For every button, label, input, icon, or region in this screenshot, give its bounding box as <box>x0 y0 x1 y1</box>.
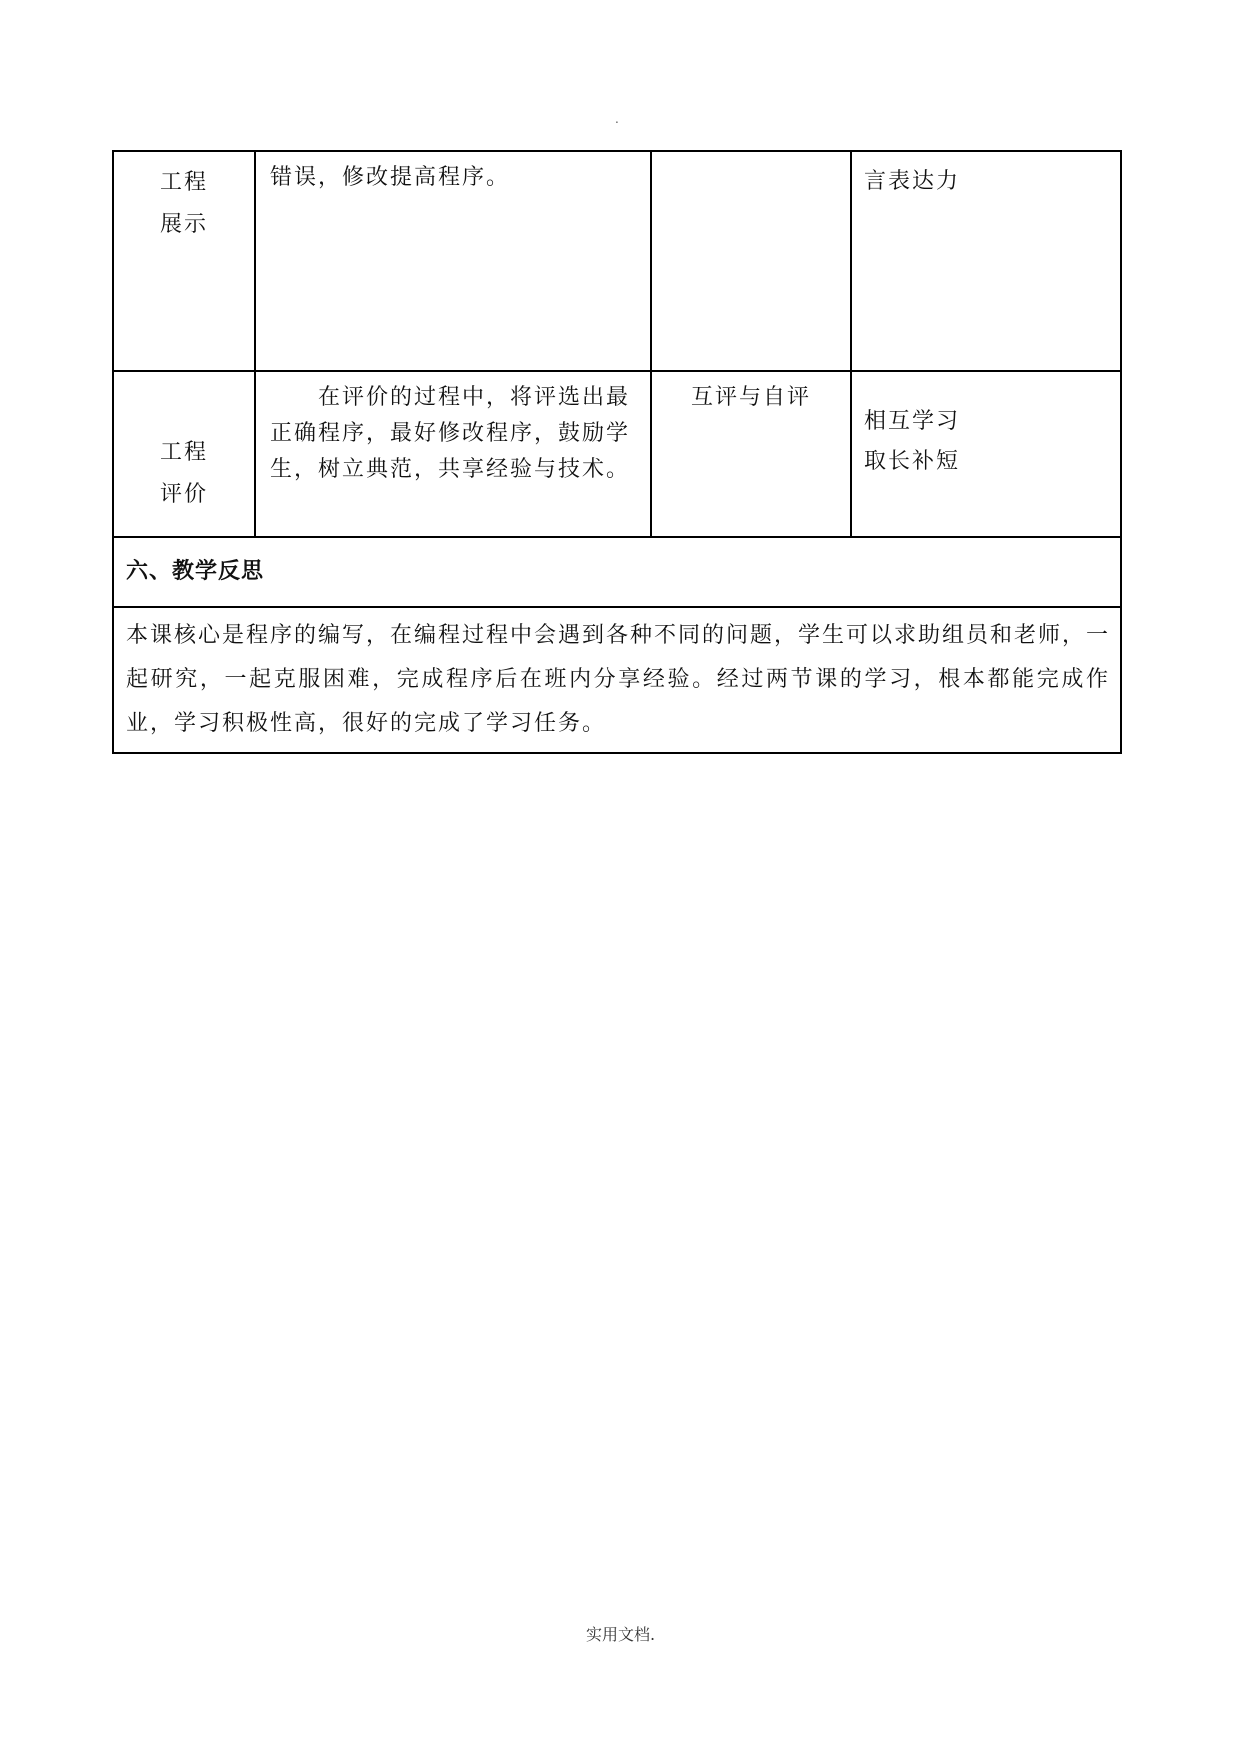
method-cell: 互评与自评 <box>651 371 851 537</box>
stage-cell <box>113 371 255 537</box>
reflection-row <box>113 607 1121 753</box>
section-title: 六、教学反思 <box>113 537 1121 607</box>
table-row-project-show <box>113 151 1121 371</box>
table-row-project-eval <box>113 371 1121 537</box>
section-heading-row <box>113 537 1121 607</box>
stage-label-line: 评价 <box>159 482 208 507</box>
stage-label-line: 工程 <box>159 440 208 465</box>
header-mark: . <box>615 112 619 126</box>
reflection-text: 本课核心是程序的编写，在编程过程中会遇到各种不同的问题，学生可以求助组员和老师，一起研究，一起克服困难，完成程序后在班内分享经验。经过两节课的学习，根本都能完成作业，学习积极性高，很好的完成了学习任务。 <box>113 607 1121 753</box>
goal-cell <box>851 371 1121 537</box>
stage-cell <box>113 151 255 371</box>
activity-content-cell: 在评价的过程中，将评选出最正确程序，最好修改程序，鼓励学生，树立典范，共享经验与技术。 <box>255 371 651 537</box>
goal-line: 取长补短 <box>864 449 961 474</box>
method-cell <box>651 151 851 371</box>
page-footer: 实用文档. <box>585 1625 656 1644</box>
goal-line: 言表达力 <box>864 169 961 194</box>
lesson-plan-table <box>112 150 1122 754</box>
goal-line: 相互学习 <box>864 409 961 434</box>
activity-content-cell: 错误，修改提高程序。 <box>255 151 651 371</box>
stage-label-line: 工程 <box>159 170 208 195</box>
goal-cell <box>851 151 1121 371</box>
stage-label-line: 展示 <box>159 212 208 237</box>
